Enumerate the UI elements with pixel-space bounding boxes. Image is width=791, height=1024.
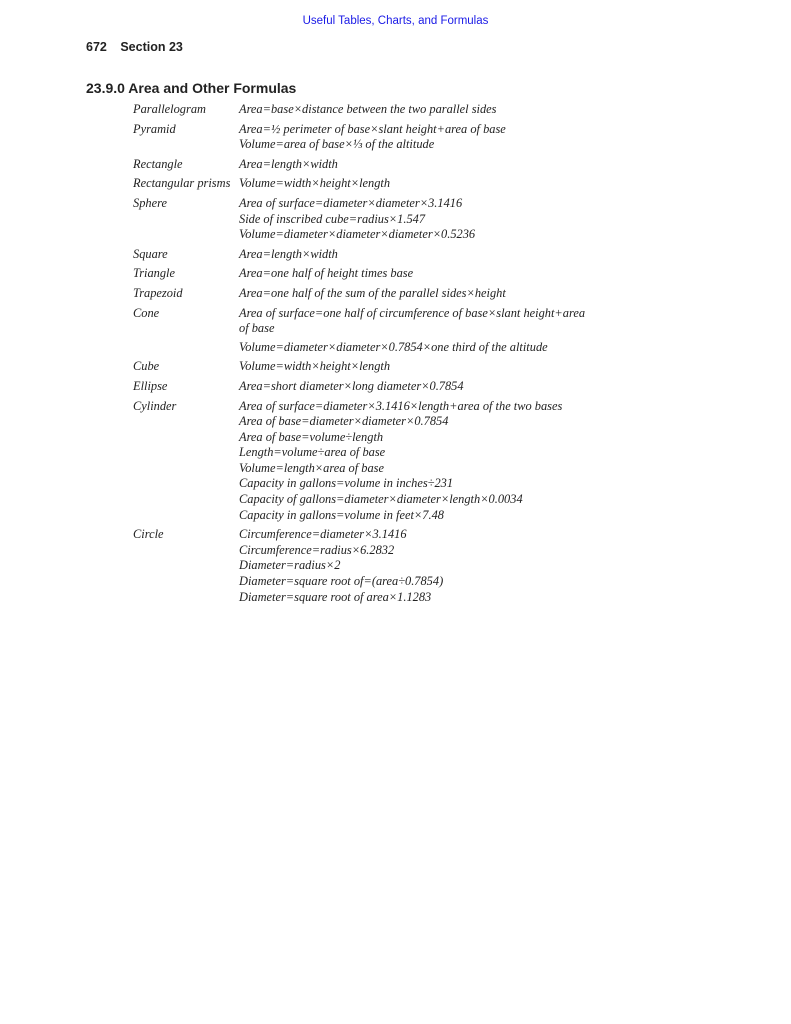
formula-lines <box>239 196 603 243</box>
formula-line: Capacity of gallons=diameter×diameter×length×0.0034 <box>239 492 523 507</box>
shape-name: Cone <box>133 305 160 320</box>
formula-row <box>133 102 603 118</box>
formula-line: Area of base=diameter×diameter×0.7854 <box>239 414 449 429</box>
formula-line: Area of base=volume÷length <box>239 429 384 444</box>
shape-name: Rectangular prisms <box>133 176 231 191</box>
shape-name: Square <box>133 246 168 261</box>
formula-line: Volume=diameter×diameter×0.7854×one third of the altitude <box>239 339 548 354</box>
formula-line: Side of inscribed cube=radius×1.547 <box>239 211 426 226</box>
formula-line: Area=length×width <box>239 246 338 261</box>
formula-lines <box>239 306 603 356</box>
formula-line: Volume=area of base×⅓ of the altitude <box>239 137 435 152</box>
formula-lines <box>239 157 603 173</box>
formula-row <box>133 359 603 375</box>
formula-row <box>133 286 603 302</box>
formula-row <box>133 122 603 153</box>
formula-row <box>133 247 603 263</box>
formula-line: Diameter=square root of=(area÷0.7854) <box>239 574 444 589</box>
formula-line: Circumference=radius×6.2832 <box>239 542 395 557</box>
formula-row <box>133 196 603 243</box>
section-heading: 23.9.0 Area and Other Formulas <box>86 80 297 96</box>
formula-line: Circumference=diameter×3.1416 <box>239 527 407 542</box>
formula-line: Area of surface=diameter×diameter×3.1416 <box>239 195 463 210</box>
formula-lines <box>239 247 603 263</box>
formula-lines <box>239 266 603 282</box>
formula-line: Area=one half of the sum of the parallel sides×height <box>239 285 506 300</box>
formula-line: Capacity in gallons=volume in inches÷231 <box>239 476 454 491</box>
formula-row <box>133 266 603 282</box>
formula-line: Diameter=square root of area×1.1283 <box>239 589 432 604</box>
formula-lines <box>239 527 603 605</box>
page-number: 672 <box>86 40 107 54</box>
formula-line: Area=½ perimeter of base×slant height+area of base <box>239 121 506 136</box>
formula-row <box>133 527 603 605</box>
shape-name: Circle <box>133 527 164 542</box>
page-meta <box>86 40 183 54</box>
formula-line: Volume=length×area of base <box>239 460 384 475</box>
formula-line: Length=volume÷area of base <box>239 445 386 460</box>
formula-line: Volume=width×height×length <box>239 359 391 374</box>
formula-line: Area of surface=diameter×3.1416×length+area of the two bases <box>239 398 563 413</box>
shape-name: Rectangle <box>133 156 183 171</box>
formula-row <box>133 379 603 395</box>
formula-line: of base <box>239 321 275 336</box>
formula-row <box>133 399 603 524</box>
shape-name: Cube <box>133 359 160 374</box>
formula-row <box>133 157 603 173</box>
shape-name: Pyramid <box>133 121 176 136</box>
formula-line: Capacity in gallons=volume in feet×7.48 <box>239 507 444 522</box>
shape-name: Cylinder <box>133 398 177 413</box>
shape-name: Ellipse <box>133 378 168 393</box>
shape-name: Triangle <box>133 266 175 281</box>
formula-lines <box>239 379 603 395</box>
shape-name: Sphere <box>133 195 167 210</box>
formula-line: Area=base×distance between the two parallel sides <box>239 102 497 116</box>
formula-lines <box>239 399 603 524</box>
formula-line: Diameter=radius×2 <box>239 558 341 573</box>
shape-name: Trapezoid <box>133 285 183 300</box>
section-label: Section 23 <box>120 40 183 54</box>
formula-row <box>133 176 603 192</box>
formula-line: Area=length×width <box>239 156 338 171</box>
formula-line: Area=one half of height times base <box>239 266 414 281</box>
formula-row <box>133 306 603 356</box>
formula-lines <box>239 286 603 302</box>
formula-line: Area of surface=one half of circumference of base×slant height+area <box>239 305 586 320</box>
formula-line: Volume=diameter×diameter×diameter×0.5236 <box>239 227 476 242</box>
formula-line: Area=short diameter×long diameter×0.7854 <box>239 378 464 393</box>
formula-lines <box>239 359 603 375</box>
running-header: Useful Tables, Charts, and Formulas <box>302 15 489 27</box>
formula-line: Volume=width×height×length <box>239 176 391 191</box>
shape-name: Parallelogram <box>133 102 206 116</box>
formula-lines <box>239 176 603 192</box>
formula-lines <box>239 122 603 153</box>
formula-lines <box>239 102 603 118</box>
formula-table <box>133 102 603 609</box>
